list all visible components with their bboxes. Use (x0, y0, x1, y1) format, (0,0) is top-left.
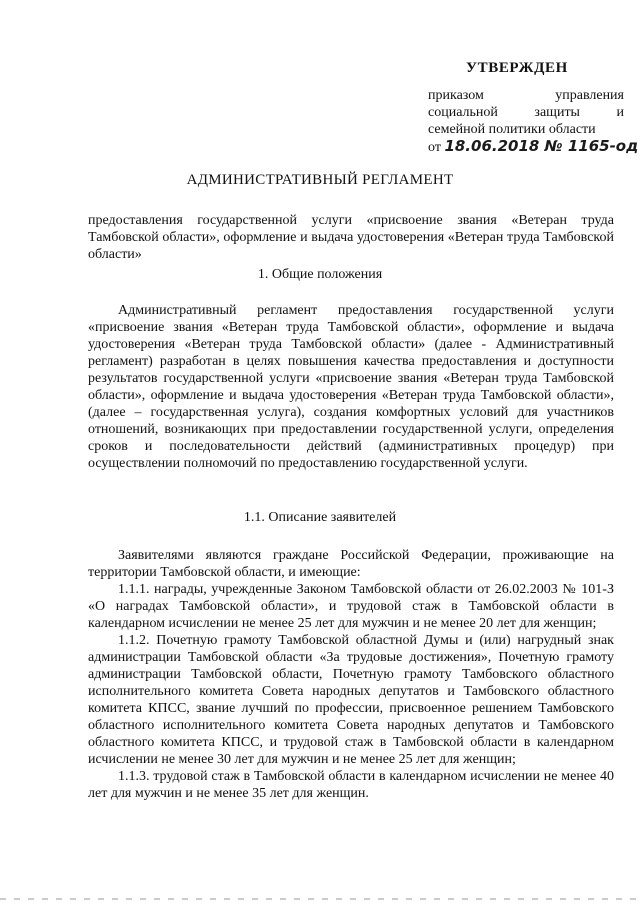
approval-line-2: социальной защиты и (428, 105, 624, 120)
document-title: АДМИНИСТРАТИВНЫЙ РЕГЛАМЕНТ (186, 172, 454, 188)
handwritten-order-number: 18.06.2018 № 1165-од (444, 137, 639, 155)
item-1-1-3: 1.1.3. трудовой стаж в Тамбовской области в календарном исчислении не менее 40 лет для мужчин и не менее 35 лет для женщин. (88, 769, 614, 801)
approval-line-3: семейной политики области (428, 122, 596, 137)
section-1-heading: 1. Общие положения (257, 267, 383, 282)
item-1-1-2: 1.1.2. Почетную грамоту Тамбовской областной Думы и (или) нагрудный знак администрации Тамбовской области «За трудовые достижения», Почетную грамоту администрации Тамбовской области, Почетную грамоту Тамбовского областного исполнительного комитета Совета народных депутатов и Тамбовского областного комитета КПСС, звание лучший по профессии, присвоенное решением Тамбовского областного исполнительного комитета Совета народных депутатов и Тамбовского областного комитета КПСС, и трудовой стаж в Тамбовской области в календарном исчислении не менее 30 лет для мужчин и не менее 25 лет для женщин; (88, 633, 614, 767)
approval-date-line (428, 137, 639, 155)
section-1-1-heading: 1.1. Описание заявителей (243, 510, 397, 525)
item-1-1-1: 1.1.1. награды, учрежденные Законом Тамбовской области от 26.02.2003 № 101-З «О наградах Тамбовской области», и трудовой стаж в Тамбовской области в календарном исчислении не менее 25 лет для мужчин и не менее 20 лет для женщин; (88, 582, 614, 631)
document-subtitle: предоставления государственной услуги «присвоение звания «Ветеран труда Тамбовской области», оформление и выдача удостоверения «Ветеран труда Тамбовской области» (88, 213, 614, 262)
approval-block (428, 60, 639, 155)
section-1-body (88, 302, 614, 472)
scan-bottom-edge (0, 898, 640, 900)
document-subtitle-block (88, 212, 614, 263)
section-1-1-body (88, 547, 614, 802)
applicants-intro: Заявителями являются граждане Российской Федерации, проживающие на территории Тамбовской области, и имеющие: (88, 548, 614, 580)
approval-line-1: приказом управления (428, 88, 624, 103)
approval-title: УТВЕРЖДЕН (466, 60, 568, 76)
approval-date-prefix: от (428, 140, 441, 155)
section-1-paragraph: Административный регламент предоставления государственной услуги «присвоение звания «Ветеран труда Тамбовской области», оформление и выдача удостоверения «Ветеран труда Тамбовской области» (далее - Административный регламент) разработан в целях повышения качества предоставления и доступности результатов государственной услуги «присвоение звания «Ветеран труда Тамбовской области», оформление и выдача удостоверения «Ветеран труда Тамбовской области», (далее – государственная услуга), создания комфортных условий для участников отношений, возникающих при предоставлении государственной услуги, определения сроков и последовательности действий (административных процедур) при осуществлении полномочий по предоставлению государственной услуги. (88, 303, 614, 471)
